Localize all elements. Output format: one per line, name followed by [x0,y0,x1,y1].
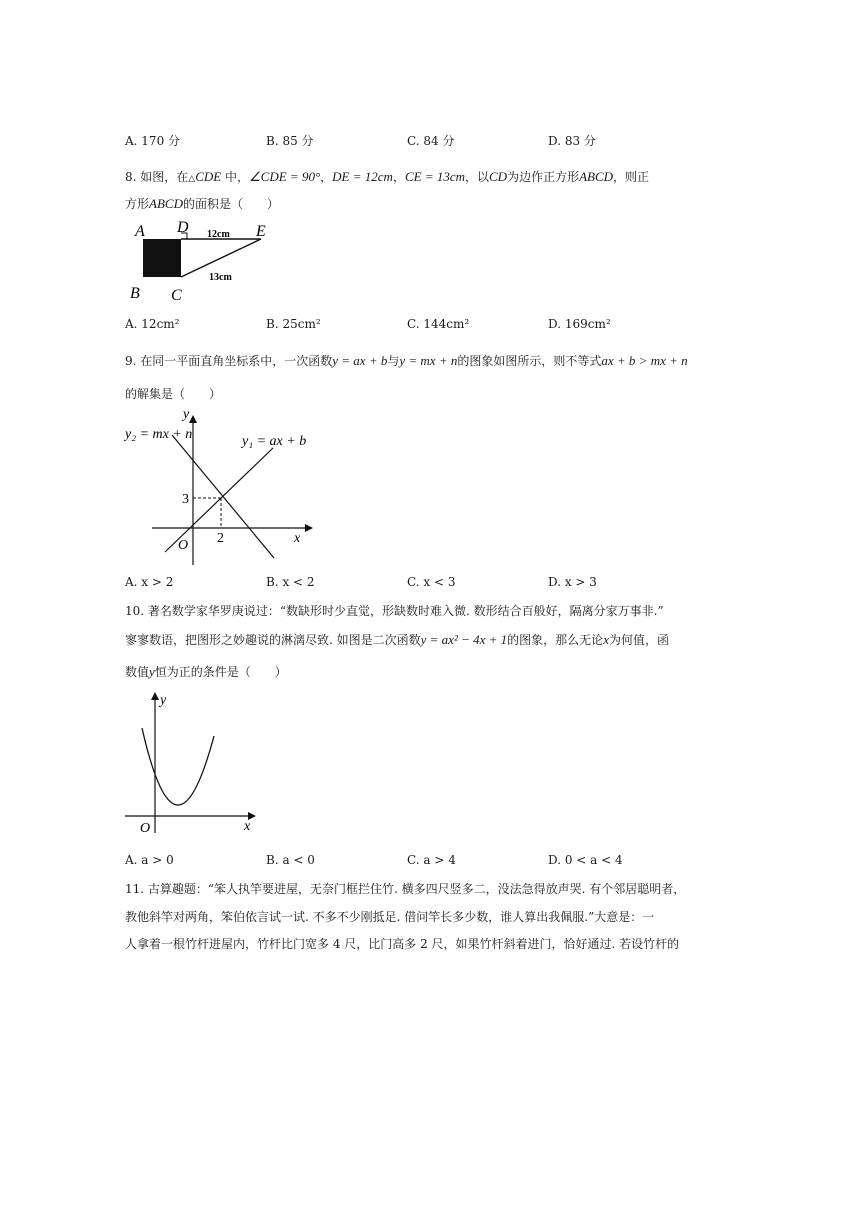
q8-option-c: C. 144cm² [407,317,470,331]
q11-stem-line2: 教他斜竿对两角，笨伯依言试一试. 不多不少刚抵足. 借问竿长多少数，谁人算出我佩服.”大意是：一 [125,910,655,924]
q7-option-c: C. 84 分 [407,134,455,148]
label-y-axis: y [183,407,190,422]
label-de-length: 12cm [207,229,230,240]
q11-stem-line1: 11. 古算趣题：“笨人执竿要进屋，无奈门框拦住竹. 横多四尺竖多二，没法急得放声哭. 有个邻居聪明者， [125,882,686,896]
q8-square-triangle-figure [125,218,285,308]
label-e: E [256,223,266,240]
q8-option-a: A. 12cm² [125,317,180,331]
q10-stem-line2: 寥寥数语，把图形之妙趣说的淋漓尽致. 如图是二次函数y = ax² − 4x + 1的图象，那么无论x为何值，函 [125,632,669,647]
q8-stem-line2: 方形ABCD的面积是（ ） [125,196,279,211]
q10-option-a: A. a > 0 [125,853,174,867]
q10-stem-line1: 10. 著名数学家华罗庚说过：“数缺形时少直觉，形缺数时难入微. 数形结合百般好，隔离分家万事非.” [125,604,664,618]
label-c: C [171,287,182,304]
label-origin: O [178,538,189,553]
label-y2-function: y₂ = mx + n [125,427,193,442]
q9-option-d: D. x > 3 [548,575,597,589]
q9-stem-line1: 9. 在同一平面直角坐标系中，一次函数y = ax + b与y = mx + n的图象如图所示，则不等式ax + b > mx + n [125,353,688,368]
label-y-axis: y [160,693,167,708]
q8-stem-line1: 8. 如图，在△CDE 中，∠CDE = 90°，DE = 12cm，CE = 13cm，以CD为边作正方形ABCD，则正 [125,169,650,184]
q9-linear-functions-graph [120,405,320,570]
label-origin: O [140,821,151,836]
tick-label-x-2: 2 [217,531,224,546]
q9-stem-line2: 的解集是（ ） [125,387,222,401]
label-x-axis: x [244,819,251,834]
q8-option-d: D. 169cm² [548,317,611,331]
label-ce-length: 13cm [209,272,232,283]
label-b: B [130,285,140,302]
q7-option-d: D. 83 分 [548,134,596,148]
q10-option-c: C. a > 4 [407,853,456,867]
q8-option-b: B. 25cm² [266,317,321,331]
y-axis-arrow [189,415,197,423]
label-a: A [135,223,145,240]
q9-option-c: C. x < 3 [407,575,456,589]
label-x-axis: x [294,531,301,546]
q7-option-b: B. 85 分 [266,134,314,148]
label-y1-function: y₁ = ax + b [242,434,307,449]
q7-option-a: A. 170 分 [125,134,181,148]
x-axis-arrow [305,524,313,532]
q10-option-d: D. 0 < a < 4 [548,853,623,867]
q10-stem-line3: 数值y恒为正的条件是（ ） [125,664,287,679]
q10-option-b: B. a < 0 [266,853,315,867]
parabola-curve [142,728,214,805]
label-d: D [177,219,189,236]
q10-parabola-graph [120,688,270,838]
square-abcd [143,239,181,277]
q9-option-b: B. x < 2 [266,575,315,589]
q9-option-a: A. x > 2 [125,575,174,589]
tick-label-y-3: 3 [182,492,189,507]
q11-stem-line3: 人拿着一根竹杆进屋内，竹杆比门宽多 4 尺，比门高多 2 尺，如果竹杆斜着进门，恰好通过. 若设竹杆的 [125,937,680,951]
y-axis-arrow [151,692,159,700]
